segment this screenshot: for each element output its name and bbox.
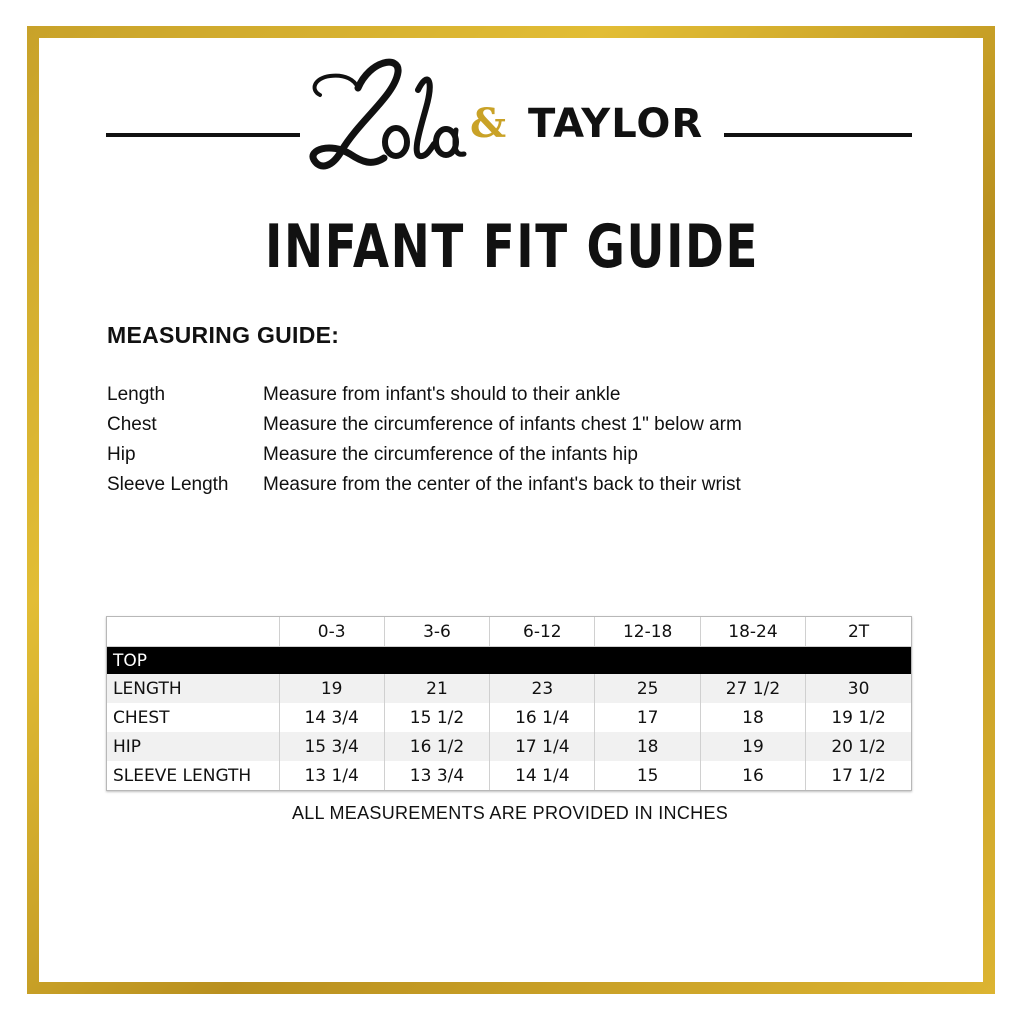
logo-rule-left — [106, 133, 300, 137]
table-row-sleeve-length — [107, 761, 911, 790]
content-panel — [39, 38, 983, 982]
size-chart — [106, 616, 912, 791]
row-label: LENGTH — [107, 674, 279, 703]
logo-brand-word: TAYLOR — [528, 101, 704, 147]
table-cell: 15 1/2 — [384, 703, 489, 732]
gold-border-frame — [27, 26, 995, 994]
table-cell: 21 — [384, 674, 489, 703]
table-row-hip — [107, 732, 911, 761]
table-cell: 16 — [700, 761, 805, 790]
size-table — [107, 617, 911, 790]
table-cell: 15 — [595, 761, 700, 790]
table-row-chest — [107, 703, 911, 732]
header-blank-cell — [107, 617, 279, 647]
guide-description: Measure the circumference of the infants hip — [263, 444, 638, 465]
section-row-top — [107, 647, 911, 675]
table-cell: 20 1/2 — [806, 732, 911, 761]
table-cell: 14 3/4 — [279, 703, 384, 732]
measurement-note: ALL MEASUREMENTS ARE PROVIDED IN INCHES — [291, 803, 729, 823]
guide-term: Length — [107, 384, 166, 405]
table-cell: 14 1/4 — [490, 761, 595, 790]
guide-term: Chest — [107, 414, 157, 435]
table-cell: 17 1/4 — [490, 732, 595, 761]
logo-ampersand: & — [470, 100, 507, 147]
guide-description: Measure from infant's should to their ankle — [263, 384, 621, 405]
logo-rule-right — [724, 133, 912, 137]
table-cell: 18 — [595, 732, 700, 761]
page-title: INFANT FIT GUIDE — [264, 212, 759, 282]
table-cell: 15 3/4 — [279, 732, 384, 761]
size-header-row — [107, 617, 911, 647]
guide-description: Measure the circumference of infants chest 1" below arm — [263, 414, 742, 435]
table-cell: 27 1/2 — [700, 674, 805, 703]
table-cell: 25 — [595, 674, 700, 703]
size-header: 3-6 — [384, 617, 489, 647]
guide-description: Measure from the center of the infant's back to their wrist — [263, 474, 741, 495]
table-cell: 16 1/2 — [384, 732, 489, 761]
table-cell: 19 — [700, 732, 805, 761]
row-label: CHEST — [107, 703, 279, 732]
table-cell: 17 — [595, 703, 700, 732]
table-row-length — [107, 674, 911, 703]
table-cell: 13 1/4 — [279, 761, 384, 790]
table-cell: 19 1/2 — [831, 707, 886, 728]
table-cell: 30 — [806, 674, 911, 703]
table-cell: 13 3/4 — [384, 761, 489, 790]
guide-term: Sleeve Length — [107, 474, 229, 495]
table-cell: 17 1/2 — [831, 765, 886, 786]
size-header: 6-12 — [490, 617, 595, 647]
row-label: SLEEVE LENGTH — [107, 761, 279, 790]
table-cell: 18 — [700, 703, 805, 732]
guide-term: Hip — [107, 444, 136, 465]
measuring-guide-heading: MEASURING GUIDE: — [107, 322, 340, 348]
row-label: HIP — [107, 732, 279, 761]
size-header: 0-3 — [279, 617, 384, 647]
size-header: 12-18 — [595, 617, 700, 647]
table-cell: 19 — [279, 674, 384, 703]
section-label: TOP — [107, 647, 911, 675]
size-header: 18-24 — [700, 617, 805, 647]
table-cell: 23 — [490, 674, 595, 703]
lola-script-logo — [300, 50, 470, 180]
table-cell: 16 1/4 — [490, 703, 595, 732]
size-header: 2T — [806, 617, 911, 647]
